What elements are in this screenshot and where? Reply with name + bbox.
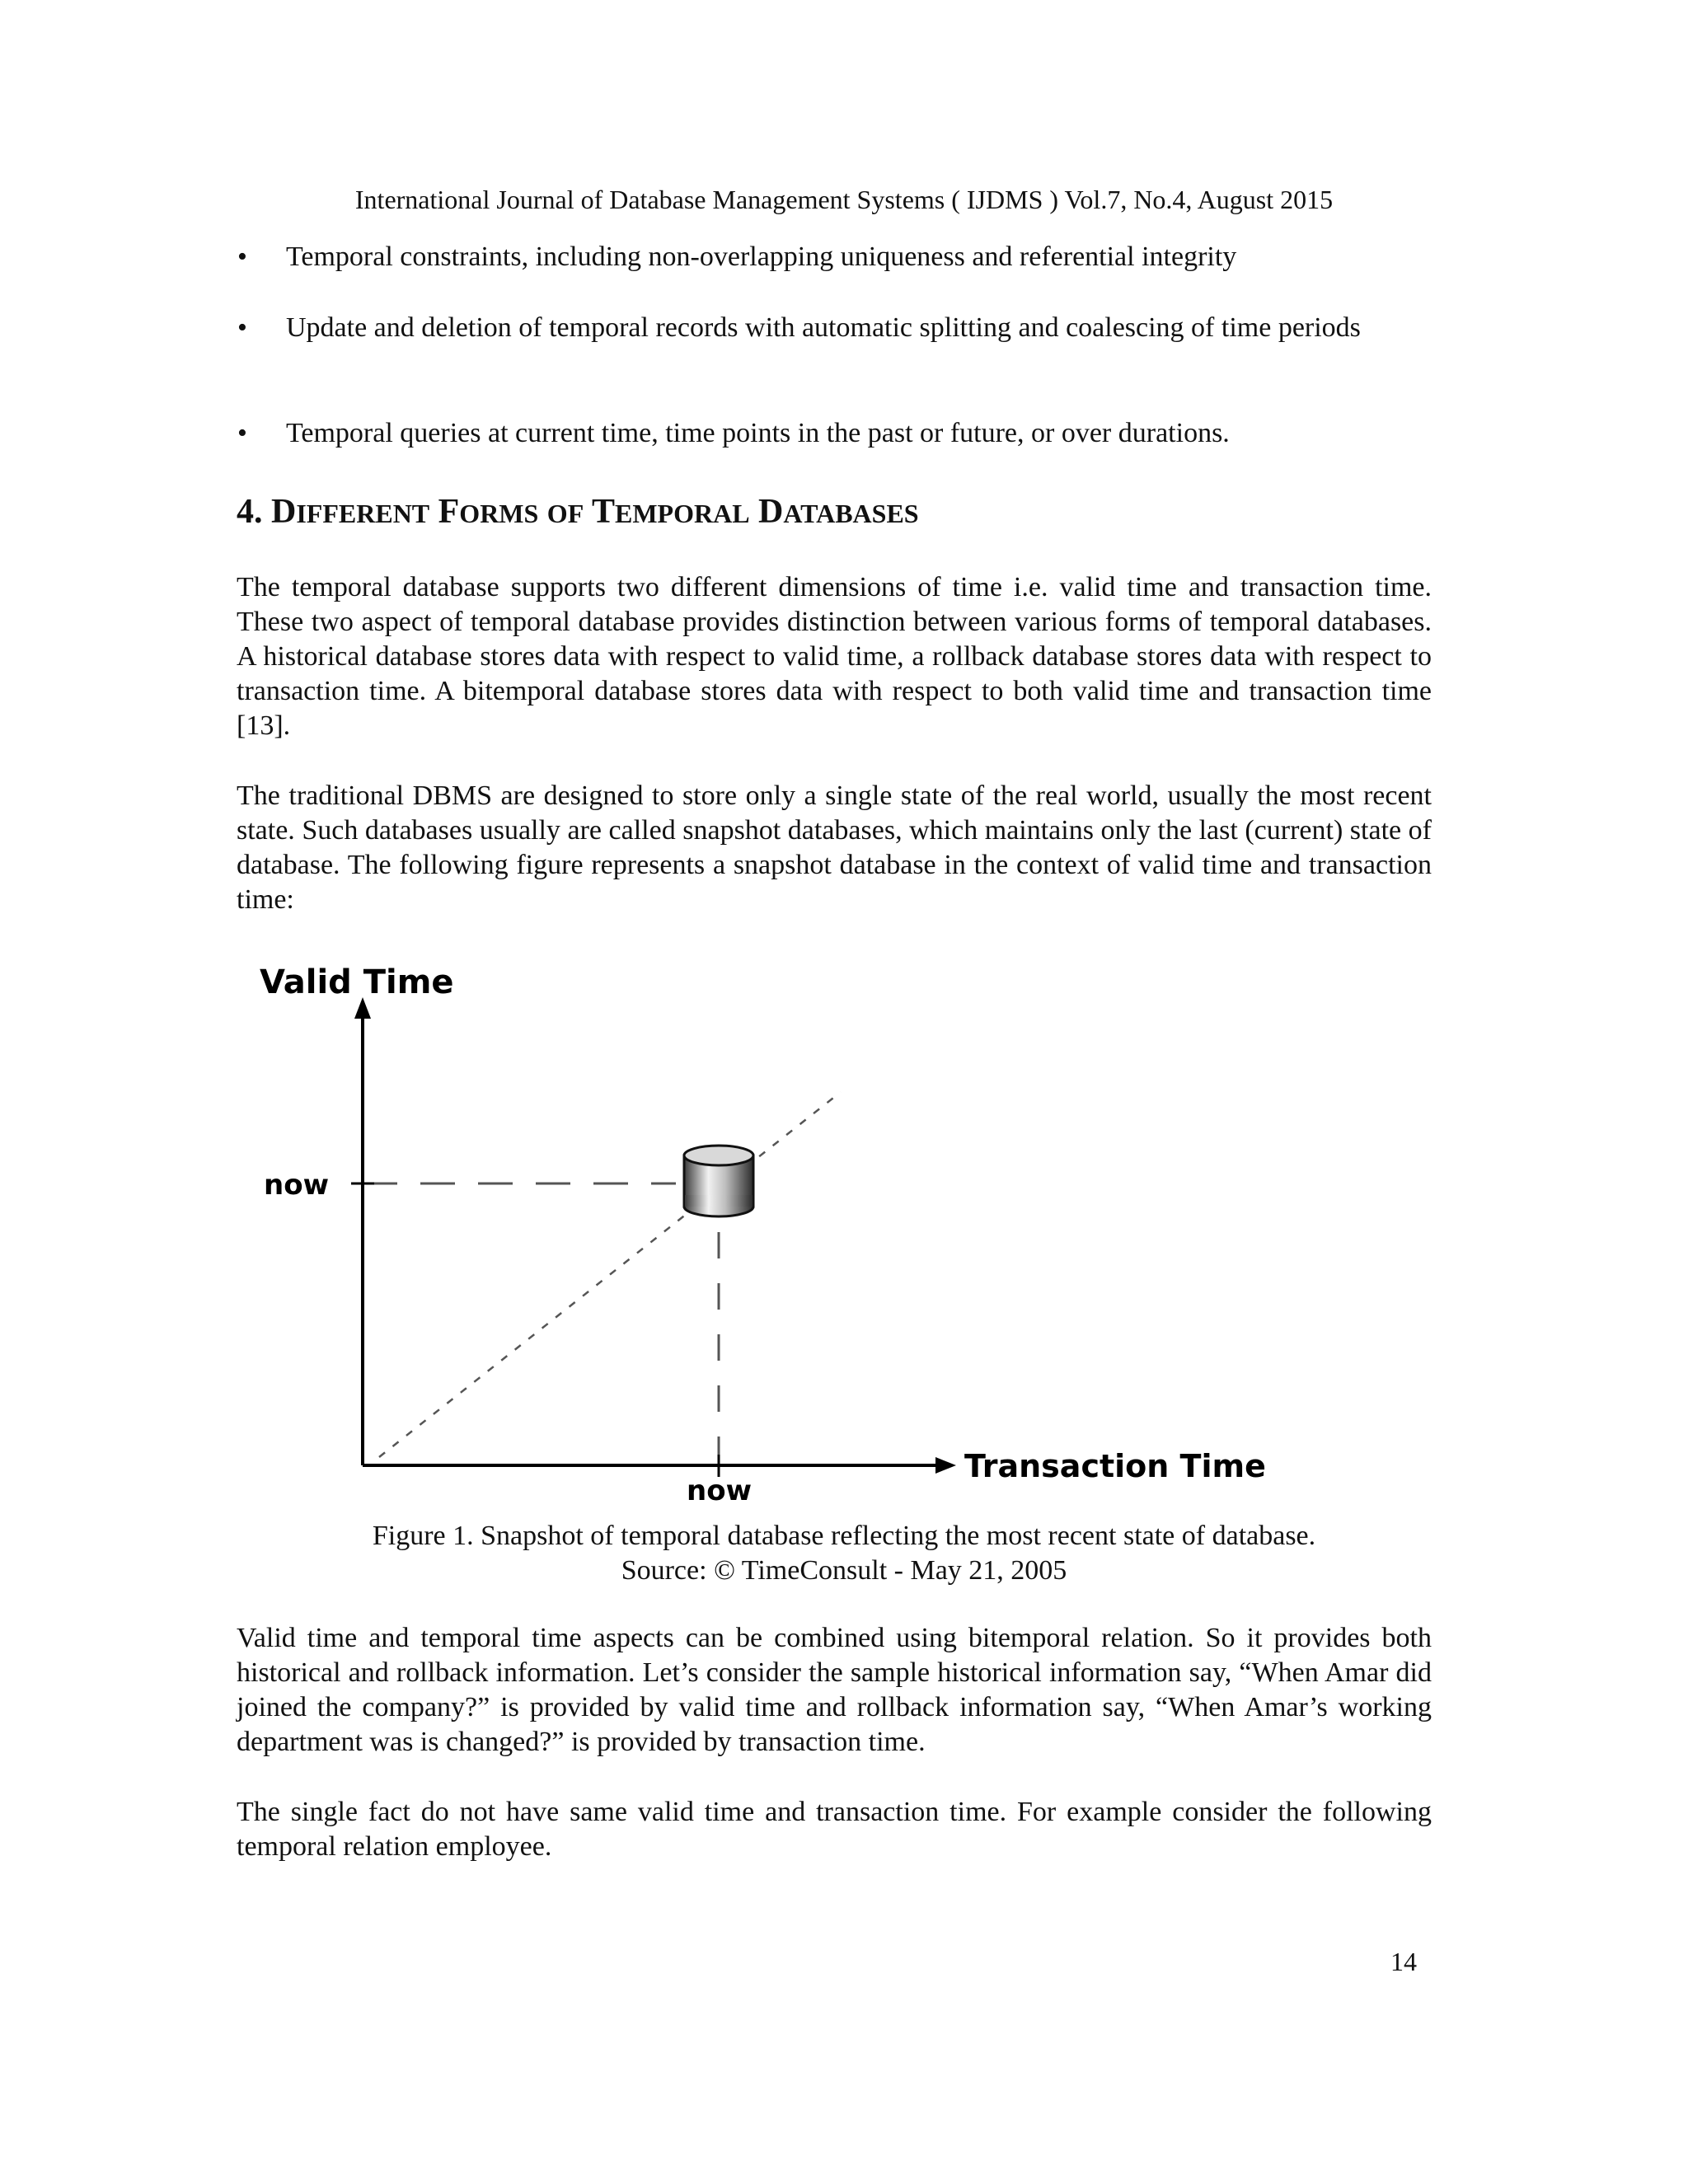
- paragraph-employee-relation: The single fact do not have same valid time and transaction time. For example consider the following temporal relation employee.: [237, 1797, 1432, 1862]
- heading-word: ORMS: [459, 499, 539, 528]
- heading-word: ATABASES: [783, 499, 919, 528]
- diagonal-dotted-line: [379, 1092, 841, 1457]
- heading-initial: F: [438, 493, 460, 531]
- bullet-item-constraints: Temporal constraints, including non-overlapping uniqueness and referential integrity: [286, 241, 1237, 272]
- section-heading: [237, 491, 919, 534]
- heading-word: EMPORAL: [615, 499, 750, 528]
- paragraph-time-dimensions: The temporal database supports two different dimensions of time i.e. valid time and transaction time. These two aspect of temporal database provides distinction between various forms of temporal databases. A historical database stores data with respect to valid time, a rollback database stores data with respect to transaction time. A bitemporal database stores data with respect to both valid time and transaction time [13].: [237, 572, 1432, 741]
- bullet-marker: •: [237, 418, 247, 448]
- paragraph-bitemporal-relation: Valid time and temporal time aspects can be combined using bitemporal relation. So it provides both historical and rollback information. Let’s consider the sample historical information say, “When Amar did joined the company?” is provided by valid time and rollback information say, “When Amar’s working department was is changed?” is provided by transaction time.: [237, 1623, 1432, 1757]
- y-axis-now-label: now: [264, 1169, 329, 1202]
- heading-word: IFFERENT: [296, 499, 430, 528]
- snapshot-diagram: [247, 956, 1319, 1516]
- running-header: International Journal of Database Management Systems ( IJDMS ) Vol.7, No.4, August 2015: [354, 185, 1334, 214]
- bullet-marker: •: [237, 241, 247, 272]
- figure-source: Source: © TimeConsult - May 21, 2005: [621, 1555, 1067, 1586]
- database-icon: [684, 1146, 753, 1216]
- x-axis-now-label: now: [687, 1474, 752, 1507]
- bullet-item-update-deletion: Update and deletion of temporal records with automatic splitting and coalescing of time periods: [286, 312, 1361, 343]
- paragraph-snapshot-databases: The traditional DBMS are designed to store only a single state of the real world, usually the most recent state. Such databases usually are called snapshot databases, which maintains only the last (current) state of database. The following figure represents a snapshot database in the context of valid time and transaction time:: [237, 780, 1432, 915]
- bullet-item-temporal-queries: Temporal queries at current time, time points in the past or future, or over durations.: [286, 418, 1230, 448]
- heading-word: OF: [546, 499, 584, 528]
- y-axis-label: Valid Time: [260, 963, 454, 1001]
- x-axis-arrowhead: [935, 1457, 956, 1474]
- heading-initial: D: [758, 493, 784, 531]
- figure-caption: Figure 1. Snapshot of temporal database reflecting the most recent state of database.: [372, 1521, 1316, 1551]
- x-axis-label: Transaction Time: [964, 1448, 1266, 1484]
- bullet-marker: •: [237, 312, 247, 343]
- page-number: 14: [1390, 1947, 1417, 1976]
- section-number: 4.: [237, 493, 263, 531]
- heading-initial: D: [271, 493, 297, 531]
- heading-initial: T: [591, 493, 615, 531]
